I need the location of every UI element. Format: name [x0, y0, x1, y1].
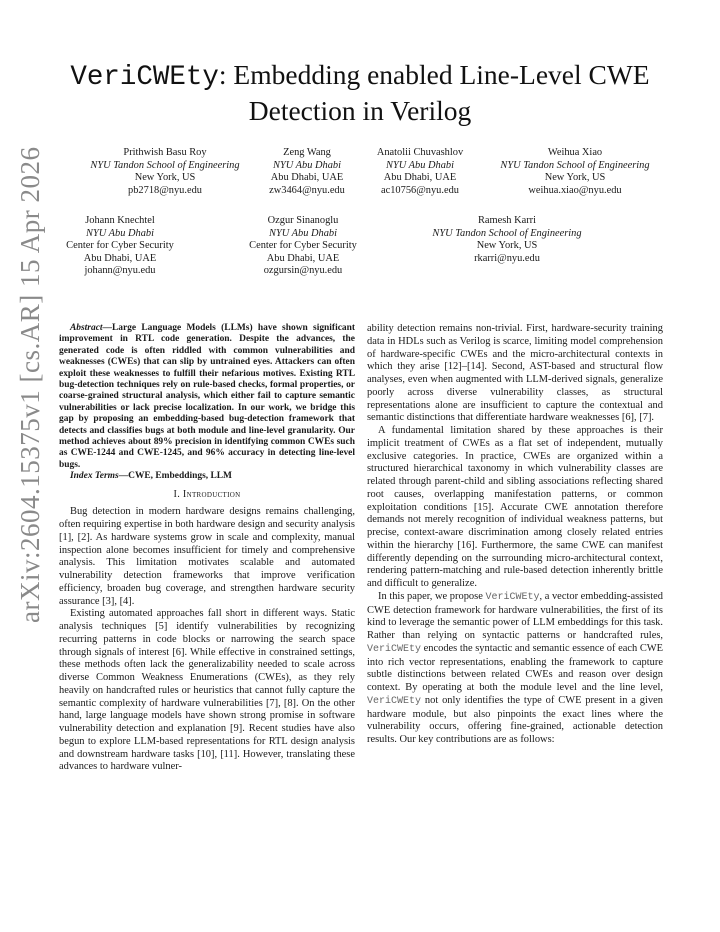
author-affiliation: NYU Tandon School of Engineering — [90, 159, 240, 171]
author-email: ozgursin@nyu.edu — [263, 265, 343, 277]
author-email: ac10756@nyu.edu — [381, 184, 459, 196]
index-terms-text: —CWE, Embeddings, LLM — [118, 471, 232, 482]
author-block — [233, 215, 373, 278]
section-number: I. — [173, 488, 181, 500]
author-city: New York, US — [476, 240, 538, 252]
author-block — [412, 215, 602, 265]
author-block — [247, 147, 367, 197]
section-heading — [59, 489, 355, 502]
author-department: Center for Cyber Security — [66, 240, 174, 252]
author-city: Abu Dhabi, UAE — [266, 252, 340, 264]
author-affiliation: NYU Abu Dhabi — [269, 227, 337, 239]
title-line2: Detection in Verilog — [248, 95, 472, 126]
title-tool-name: VeriCWEty — [70, 62, 219, 93]
paragraph: ability detection remains non-trivial. First, hardware-security training data in HDLs such as Verilog is scarce, limiting model comprehension of hardware-specific CWEs and the micro-architectural contexts in which they arise [12]–[14]. Second, AST-based and structural flow analyses, even when augmented with LLM-derived signals, generalize poorly across diverse vulnerability classes, as structural representations alone are insufficient to capture the contextual and semantic distinctions that differentiate hardware weaknesses [6], [7]. — [367, 323, 663, 424]
author-block — [70, 147, 260, 197]
right-column — [367, 323, 663, 747]
abstract — [59, 323, 355, 471]
tool-name: VeriCWEty — [367, 695, 422, 707]
author-name: Johann Knechtel — [85, 215, 155, 226]
author-city: Abu Dhabi, UAE — [383, 172, 457, 184]
abstract-text: —Large Language Models (LLMs) have shown significant improvement in RTL code generation. Despite the advances, the generated code is often riddled with common vulnerabilities and weaknesses (CWEs) that can slip by untrained eyes. Attackers can often exploit these weaknesses to fulfill their nefarious motives. Existing RTL bug-detection techniques rely on rule-based checks, formal properties, or coarse-grained structural analysis, which either fail to capture semantic vulnerabilities or lack precise localization. In our work, we bridge this gap by proposing an embedding-based bug-detection framework that detects and classifies bugs at both module and line-level granularity. Our method achieves about 89% precision in identifying common CWEs such as CWE-1244 and CWE-1245, and 96% accuracy in detecting line-level bugs. — [59, 323, 355, 470]
text-run: In this paper, we propose — [378, 590, 486, 602]
abstract-label: Abstract — [70, 323, 103, 333]
paragraph: Bug detection in modern hardware designs remains challenging, often requiring expertise in both hardware design and security analysis [1], [2]. As hardware systems grow in scale and complexity, manual inspection alone becomes insufficient for timely and comprehensive analysis. This limitation motivates scalable and automated vulnerability detection frameworks that improve verification efficiency, broaden bug coverage, and strengthen hardware security assurance [3], [4]. — [59, 506, 355, 607]
author-name: Anatolii Chuvashlov — [376, 147, 464, 158]
author-email: weihua.xiao@nyu.edu — [528, 184, 622, 196]
left-column — [59, 323, 355, 774]
author-block — [55, 215, 185, 278]
text-run: encodes the syntactic and semantic essence of each CWE into rich vector representations, enabling the framework to capture subtle distinctions between related CWEs and reason over design context. By operating at both the module level and the line level, — [367, 642, 664, 693]
index-terms-label: Index Terms — [70, 471, 119, 482]
author-affiliation: NYU Abu Dhabi — [273, 159, 341, 171]
author-department: Center for Cyber Security — [249, 240, 357, 252]
paper-title — [40, 58, 680, 127]
text-run: , a vector embedding-assisted CWE detection framework for hardware vulnerabilities, the first of its kind to leverage the semantic power of LLM embeddings for this task. Rather than relying on syntactic patterns or handcrafted rules, — [367, 590, 663, 641]
author-name: Ozgur Sinanoglu — [267, 215, 339, 226]
author-name: Zeng Wang — [283, 147, 331, 158]
author-block — [480, 147, 670, 197]
author-city: New York, US — [134, 172, 196, 184]
author-email: johann@nyu.edu — [84, 265, 156, 277]
author-email: rkarri@nyu.edu — [474, 252, 540, 264]
author-email: zw3464@nyu.edu — [269, 184, 345, 196]
author-city: Abu Dhabi, UAE — [83, 252, 157, 264]
title-line1: : Embedding enabled Line-Level CWE — [218, 59, 650, 90]
author-affiliation: NYU Tandon School of Engineering — [500, 159, 650, 171]
author-affiliation: NYU Abu Dhabi — [386, 159, 454, 171]
text-run: not only identifies the type of CWE present in a given hardware module, but also pinpoints the exact lines where the vulnerability occurs, offering fine-grained, actionable detection results. Our key contributions are as follows: — [367, 694, 663, 745]
section-title: Introduction — [182, 488, 241, 500]
author-city: Abu Dhabi, UAE — [270, 172, 344, 184]
author-block — [355, 147, 485, 197]
paragraph: A fundamental limitation shared by these approaches is their implicit treatment of CWEs as a flat set of independent, mutually exclusive categories. In practice, CWEs are organized within a structured hierarchical taxonomy in which vulnerability classes are related through parent-child and sibling associations reflecting shared root causes, overlapping manifestation patterns, or common exploitation conditions [15]. Accurate CWE annotation therefore demands not merely recognition of individual weakness patterns, but precise, context-aware discrimination among closely related entries within the hierarchy [16]. Furthermore, the same CWE can manifest differently depending on the surrounding micro-architectural context, rendering pattern-matching and rule-based detection inherently brittle and difficult to generalize. — [367, 425, 663, 589]
author-affiliation: NYU Abu Dhabi — [86, 227, 154, 239]
index-terms — [59, 471, 355, 482]
paragraph — [367, 591, 663, 747]
author-name: Ramesh Karri — [478, 215, 536, 226]
author-name: Prithwish Basu Roy — [123, 147, 207, 158]
author-name: Weihua Xiao — [547, 147, 603, 158]
paragraph: Existing automated approaches fall short in different ways. Static analysis techniques [5] identify vulnerabilities by recognizing recurring patterns in code blocks or narrowing the search space through signals of interest [6]. While effective in constrained settings, these methods often lack the generalizability needed to scale across diverse Common Weakness Enumerations (CWEs), as they rely heavily on handcrafted rules or heuristics that cannot fully capture the semantic complexity of hardware vulnerabilities [7], [8]. On the other hand, large language models have shown strong promise in software vulnerability detection and explanation [9]. Recent studies have also begun to explore LLM-based representations for RTL design analysis and downstream hardware tasks [10], [11]. However, translating these advances to hardware vulner- — [59, 608, 355, 773]
author-city: New York, US — [544, 172, 606, 184]
tool-name: VeriCWEty — [367, 643, 422, 655]
author-email: pb2718@nyu.edu — [128, 184, 202, 196]
arxiv-identifier: arXiv:2604.15375v1 [cs.AR] 15 Apr 2026 — [15, 146, 45, 623]
author-affiliation: NYU Tandon School of Engineering — [432, 227, 582, 239]
tool-name: VeriCWEty — [485, 591, 540, 603]
